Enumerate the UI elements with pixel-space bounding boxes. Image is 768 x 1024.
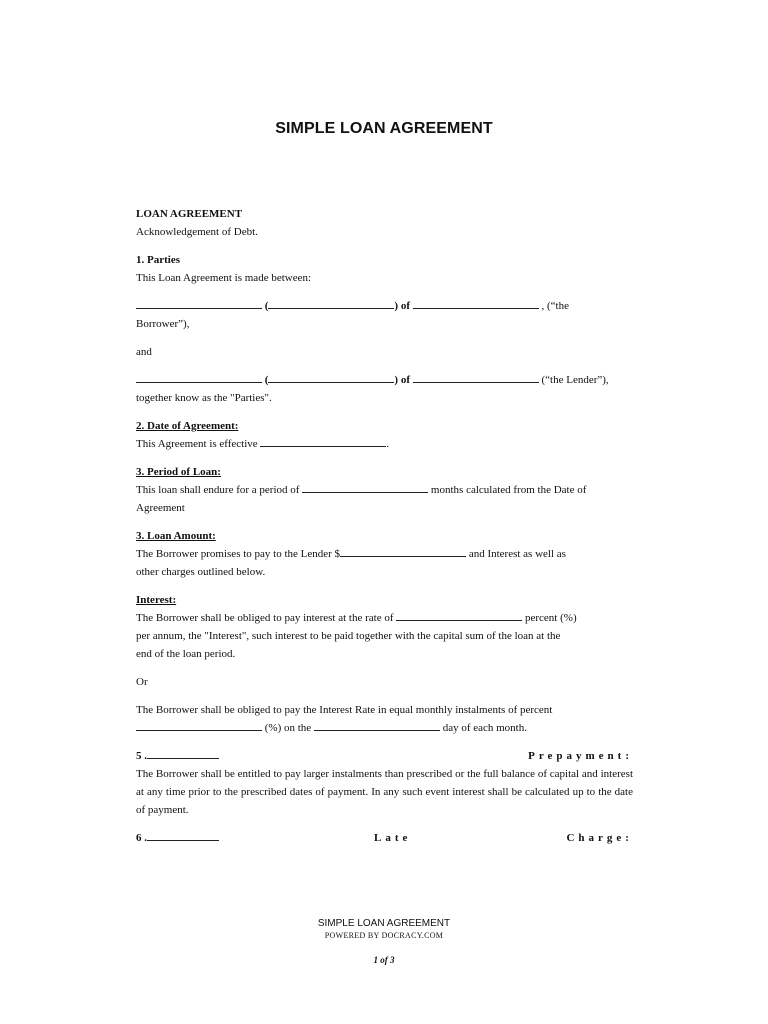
interest-line: The Borrower shall be obliged to pay interest at the rate of percent (%): [136, 609, 633, 627]
borrower-name-blank[interactable]: [136, 297, 262, 309]
loan-amount-blank[interactable]: [340, 545, 466, 557]
prepayment-number: 5 .: [136, 747, 219, 765]
borrower-id-blank[interactable]: [268, 297, 394, 309]
borrower-open-paren: (: [264, 300, 269, 312]
interest-line-2: per annum, the "Interest", such interest to be paid together with the capital sum of the loan at the: [136, 630, 561, 642]
lender-tail: (“the Lender”),: [541, 374, 609, 386]
lender-address-blank[interactable]: [413, 371, 539, 383]
date-line: This Agreement is effective .: [136, 435, 633, 453]
interest-rate-blank[interactable]: [396, 609, 522, 621]
lender-line: [136, 371, 633, 389]
amount-heading: 3. Loan Amount:: [136, 530, 216, 542]
prepayment-heading-row: [136, 747, 633, 765]
footer-powered-by: POWERED BY DOCRACY.COM: [324, 931, 444, 940]
lender-name-blank[interactable]: [136, 371, 262, 383]
lender-open-paren: (: [264, 374, 269, 386]
prepayment-heading: Prepayment:: [528, 750, 633, 762]
footer-title: SIMPLE LOAN AGREEMENT: [317, 918, 451, 929]
late-number: 6 .: [136, 829, 219, 847]
page-number: 1 of 3: [373, 955, 395, 965]
amount-line-end: other charges outlined below.: [136, 566, 266, 578]
document-title: SIMPLE LOAN AGREEMENT: [275, 120, 493, 137]
borrower-tail: , (“the: [541, 300, 569, 312]
parties-line: This Loan Agreement is made between:: [136, 272, 312, 284]
borrower-line: [136, 297, 633, 315]
interest-heading: Interest:: [136, 594, 177, 606]
parties-together: together know as the "Parties".: [136, 392, 272, 404]
late-word: Late: [374, 832, 412, 844]
late-charge-heading-row: [136, 829, 633, 847]
borrower-word: Borrower”),: [136, 318, 190, 330]
alt-interest-line: The Borrower shall be obliged to pay the Interest Rate in equal monthly instalments of percent: [136, 704, 553, 716]
and-text: and: [136, 346, 152, 358]
charge-word: Charge:: [566, 832, 633, 844]
effective-date-blank[interactable]: [260, 435, 386, 447]
borrower-address-blank[interactable]: [413, 297, 539, 309]
lender-of: ) of: [394, 374, 410, 386]
monthly-percent-blank[interactable]: [136, 719, 262, 731]
parties-heading: 1. Parties: [136, 254, 180, 266]
period-line: This loan shall endure for a period of months calculated from the Date of: [136, 481, 633, 499]
or-text: Or: [136, 676, 148, 688]
period-line-end: Agreement: [136, 502, 185, 514]
period-months-blank[interactable]: [302, 481, 428, 493]
interest-line-3: end of the loan period.: [136, 648, 236, 660]
document-body: [136, 205, 633, 847]
lender-id-blank[interactable]: [268, 371, 394, 383]
payment-day-blank[interactable]: [314, 719, 440, 731]
period-heading: 3. Period of Loan:: [136, 466, 221, 478]
prepayment-text: The Borrower shall be entitled to pay larger instalments than prescribed or the full balance of capital and interest at any time prior to the prescribed dates of payment. In any such event interest shall be calculated up to the date of payment.: [136, 768, 633, 816]
borrower-of: ) of: [394, 300, 410, 312]
alt-interest-line-2: (%) on the day of each month.: [136, 719, 633, 737]
intro-text: Acknowledgement of Debt.: [136, 226, 258, 238]
date-heading: 2. Date of Agreement:: [136, 420, 239, 432]
amount-line: The Borrower promises to pay to the Lender $ and Interest as well as: [136, 545, 633, 563]
section-title: LOAN AGREEMENT: [136, 208, 243, 220]
